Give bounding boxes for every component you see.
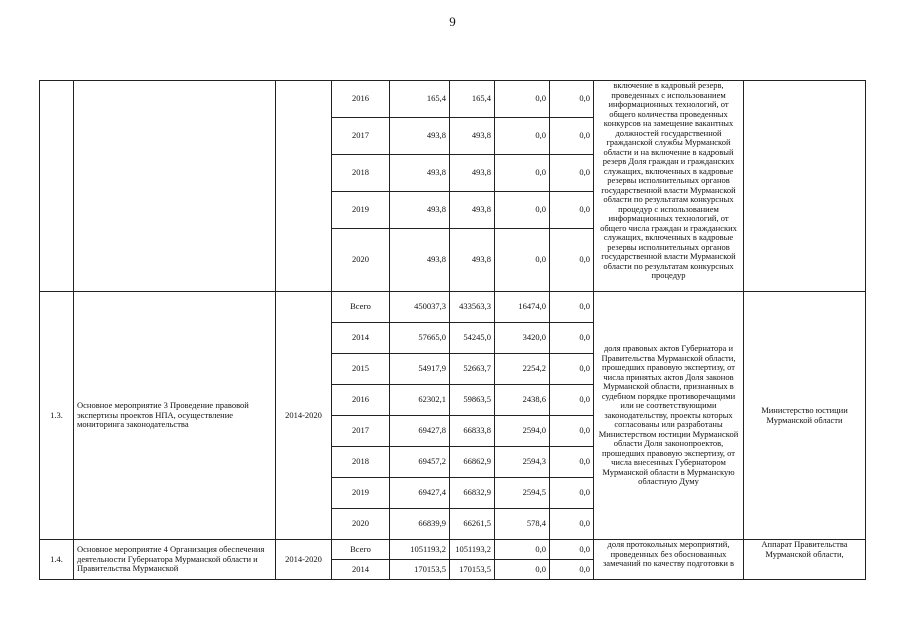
year-cell: 2017 <box>332 416 390 447</box>
other-sources-cell: 0,0 <box>550 292 594 323</box>
total-cell: 493,8 <box>390 229 450 292</box>
other-sources-cell: 0,0 <box>550 229 594 292</box>
federal-budget-cell: 2594,5 <box>495 478 550 509</box>
other-sources-cell: 0,0 <box>550 81 594 118</box>
total-cell: 69427,4 <box>390 478 450 509</box>
federal-budget-cell: 3420,0 <box>495 323 550 354</box>
regional-budget-cell: 493,8 <box>450 229 495 292</box>
year-cell: 2019 <box>332 192 390 229</box>
regional-budget-cell: 66833,8 <box>450 416 495 447</box>
regional-budget-cell: 493,8 <box>450 118 495 155</box>
total-cell: 493,8 <box>390 155 450 192</box>
total-cell: 450037,3 <box>390 292 450 323</box>
other-sources-cell: 0,0 <box>550 354 594 385</box>
federal-budget-cell: 0,0 <box>495 540 550 560</box>
year-cell: 2014 <box>332 560 390 580</box>
other-sources-cell: 0,0 <box>550 416 594 447</box>
table-row <box>40 292 866 323</box>
federal-budget-cell: 0,0 <box>495 229 550 292</box>
total-cell: 69457,2 <box>390 447 450 478</box>
federal-budget-cell: 0,0 <box>495 118 550 155</box>
year-cell: 2019 <box>332 478 390 509</box>
year-cell: Всего <box>332 292 390 323</box>
year-cell: Всего <box>332 540 390 560</box>
indicator-cell: доля протокольных мероприятий, проведенных без обоснованных замечаний по качеству подготовки в <box>594 540 744 580</box>
year-cell: 2017 <box>332 118 390 155</box>
other-sources-cell: 0,0 <box>550 192 594 229</box>
total-cell: 57665,0 <box>390 323 450 354</box>
total-cell: 1051193,2 <box>390 540 450 560</box>
other-sources-cell: 0,0 <box>550 155 594 192</box>
code-cell: 1.4. <box>40 540 74 580</box>
regional-budget-cell: 52663,7 <box>450 354 495 385</box>
regional-budget-cell: 66862,9 <box>450 447 495 478</box>
federal-budget-cell: 2254,2 <box>495 354 550 385</box>
period-cell <box>276 81 332 292</box>
regional-budget-cell: 66261,5 <box>450 509 495 540</box>
total-cell: 165,4 <box>390 81 450 118</box>
year-cell: 2020 <box>332 509 390 540</box>
year-cell: 2016 <box>332 385 390 416</box>
year-cell: 2018 <box>332 447 390 478</box>
name-cell <box>74 81 276 292</box>
total-cell: 493,8 <box>390 192 450 229</box>
regional-budget-cell: 170153,5 <box>450 560 495 580</box>
code-cell <box>40 81 74 292</box>
name-cell: Основное мероприятие 3 Проведение правовой экспертизы проектов НПА, осуществление мониторинга законодательства <box>74 292 276 540</box>
other-sources-cell: 0,0 <box>550 447 594 478</box>
indicator-cell: доля правовых актов Губернатора и Правительства Мурманской области, прошедших правовую экспертизу, от числа принятых актов Доля законов Мурманской области, признанных в судебном порядке противоречащими или не соответствующими законодательству, проекты которых согласованы или разработаны Министерством юстиции Мурманской области Доля законопроектов, прошедших правовую экспертизу, от числа внесенных Губернатором Мурманской области в Мурманскую областную Думу <box>594 292 744 540</box>
total-cell: 66839,9 <box>390 509 450 540</box>
federal-budget-cell: 0,0 <box>495 192 550 229</box>
total-cell: 493,8 <box>390 118 450 155</box>
other-sources-cell: 0,0 <box>550 478 594 509</box>
regional-budget-cell: 493,8 <box>450 155 495 192</box>
indicator-cell <box>594 81 744 292</box>
executor-cell: Министерство юстиции Мурманской области <box>744 292 866 540</box>
federal-budget-cell: 2594,0 <box>495 416 550 447</box>
indicator-text: включение в кадровый резерв, проведенных с использованием информационных технологий, от общего количества проведенных конкурсов на замещение вакантных должностей государственной гражданской службы Мурманской области и на включение в кадровый резерв Доля граждан и гражданских служащих, включенных в кадровые резервы исполнительных органов государственной власти Мурманской области по результатам конкурсных процедур с использованием информационных технологий, от общего числа граждан и гражданских служащих, включенных в кадровые резервы исполнительных органов государственной власти Мурманской области по результатам конкурсных процедур <box>600 81 737 281</box>
federal-budget-cell: 0,0 <box>495 155 550 192</box>
other-sources-cell: 0,0 <box>550 560 594 580</box>
other-sources-cell: 0,0 <box>550 385 594 416</box>
federal-budget-cell: 2594,3 <box>495 447 550 478</box>
executor-cell: Аппарат Правительства Мурманской области, <box>744 540 866 580</box>
page-number: 9 <box>449 14 456 29</box>
federal-budget-cell: 0,0 <box>495 81 550 118</box>
total-cell: 62302,1 <box>390 385 450 416</box>
other-sources-cell: 0,0 <box>550 323 594 354</box>
federal-budget-cell: 578,4 <box>495 509 550 540</box>
executor-cell <box>744 81 866 292</box>
year-cell: 2018 <box>332 155 390 192</box>
regional-budget-cell: 66832,9 <box>450 478 495 509</box>
federal-budget-cell: 0,0 <box>495 560 550 580</box>
table-row <box>40 540 866 560</box>
year-cell: 2016 <box>332 81 390 118</box>
regional-budget-cell: 165,4 <box>450 81 495 118</box>
year-cell: 2014 <box>332 323 390 354</box>
total-cell: 69427,8 <box>390 416 450 447</box>
table-row <box>40 81 866 118</box>
total-cell: 54917,9 <box>390 354 450 385</box>
year-cell: 2020 <box>332 229 390 292</box>
federal-budget-cell: 16474,0 <box>495 292 550 323</box>
total-cell: 170153,5 <box>390 560 450 580</box>
other-sources-cell: 0,0 <box>550 118 594 155</box>
regional-budget-cell: 54245,0 <box>450 323 495 354</box>
period-cell: 2014-2020 <box>276 292 332 540</box>
regional-budget-cell: 59863,5 <box>450 385 495 416</box>
federal-budget-cell: 2438,6 <box>495 385 550 416</box>
regional-budget-cell: 433563,3 <box>450 292 495 323</box>
regional-budget-cell: 493,8 <box>450 192 495 229</box>
regional-budget-cell: 1051193,2 <box>450 540 495 560</box>
program-table <box>39 80 866 580</box>
other-sources-cell: 0,0 <box>550 540 594 560</box>
code-cell: 1.3. <box>40 292 74 540</box>
name-cell: Основное мероприятие 4 Организация обеспечения деятельности Губернатора Мурманской области и Правительства Мурманской <box>74 540 276 580</box>
year-cell: 2015 <box>332 354 390 385</box>
period-cell: 2014-2020 <box>276 540 332 580</box>
other-sources-cell: 0,0 <box>550 509 594 540</box>
